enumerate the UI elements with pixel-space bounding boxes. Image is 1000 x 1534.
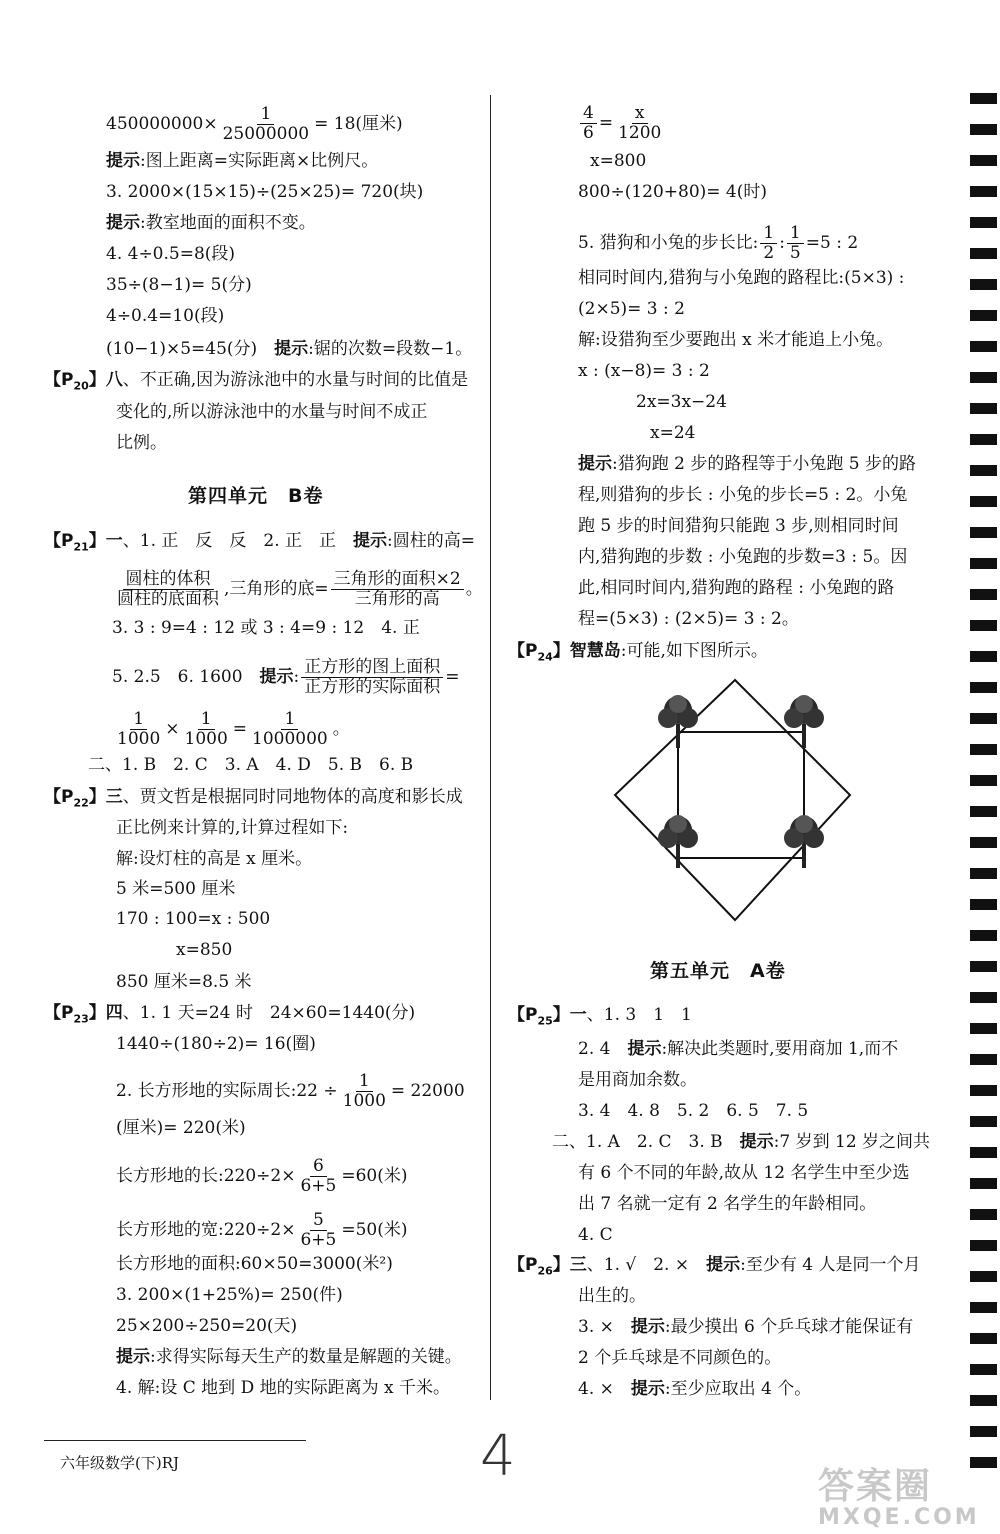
right-line-13: 跑 5 步的时间猎狗只能跑 3 步,则相同时间 [578, 516, 899, 536]
footer-rule [44, 1440, 306, 1441]
left-line-13: $\frac{\text{圆柱的体积}}{\text{圆柱的底面积}}$ ,三角形的底= $\frac{\text{三角形的面积×2}}{\text{三角形的高}}$ 。 [117, 569, 483, 609]
left-line-32: 3. 200×(1+25%)= 250(件) [116, 1285, 343, 1305]
right-line-12: 程,则猎狗的步长 : 小兔的步长=5 : 2。小兔 [578, 485, 908, 505]
left-line-2: 提示:图上距离=实际距离×比例尺。 [106, 151, 379, 171]
left-line-20: 解:设灯柱的高是 x 厘米。 [116, 849, 313, 869]
right-line-8: x : (x−8)= 3 : 2 [578, 361, 710, 381]
tree-icon [784, 695, 824, 748]
left-line-22: 170 : 100=x : 500 [116, 909, 271, 929]
right-line-30: 4. × 提示:至少应取出 4 个。 [578, 1379, 812, 1399]
left-line-3: 3. 2000×(15×15)÷(25×25)= 720(块) [106, 182, 424, 202]
left-line-31: 长方形地的面积:60×50=3000(米²) [116, 1254, 393, 1274]
page-number: 4 [480, 1424, 516, 1489]
tree-square-diagram [610, 670, 860, 930]
left-line-19: 正比例来计算的,计算过程如下: [116, 818, 349, 838]
left-line-25: 【$P_{23}$】四、1. 1 天=24 时 24×60=1440(分) [44, 1003, 416, 1026]
left-line-28: (厘米)= 220(米) [116, 1118, 246, 1138]
tree-icon [658, 695, 698, 748]
right-line-4: 5. 猎狗和小兔的步长比: $\frac{1}{2}$ : $\frac{1}{5}$ =5 : 2 [578, 223, 859, 263]
left-line-33: 25×200÷250=20(天) [116, 1316, 298, 1336]
heading-unit5-a: 第五单元 A卷 [650, 960, 786, 982]
right-line-9: 2x=3x−24 [636, 392, 727, 412]
heading-unit4-b: 第四单元 B卷 [188, 485, 324, 507]
right-line-19: 2. 4 提示:解决此类题时,要用商加 1,而不 [578, 1039, 899, 1059]
left-line-5: 4. 4÷0.5=8(段) [106, 244, 236, 264]
right-line-20: 是用商加余数。 [578, 1070, 697, 1090]
right-line-28: 3. × 提示:最少摸出 6 个乒乓球才能保证有 [578, 1317, 914, 1337]
left-line-35: 4. 解:设 C 地到 D 地的实际距离为 x 千米。 [116, 1378, 450, 1398]
watermark: 答案圈 MXQE.COM [818, 1466, 980, 1530]
right-line-14: 内,猎狗跑的步数 : 小兔跑的步数=3 : 5。因 [578, 547, 908, 567]
right-line-24: 出 7 名就一定有 2 名学生的年龄相同。 [578, 1194, 877, 1214]
left-line-4: 提示:教室地面的面积不变。 [106, 213, 316, 233]
left-line-23: x=850 [176, 940, 233, 960]
right-line-2: x=800 [590, 151, 647, 171]
left-line-34: 提示:求得实际每天生产的数量是解题的关键。 [116, 1347, 462, 1367]
left-line-15: 5. 2.5 6. 1600 提示: $\frac{\text{正方形的图上面积}}{\text{正方形的实际面积}}$ = [112, 657, 460, 697]
right-line-25: 4. C [578, 1225, 613, 1245]
left-line-30: 长方形地的宽:220÷2× $\frac{5}{6+5}$ =50(米) [116, 1210, 408, 1250]
right-line-5: 相同时间内,猎狗与小兔跑的路程比:(5×3) : [578, 268, 905, 288]
left-line-24: 850 厘米=8.5 米 [116, 972, 252, 992]
edge-marks [970, 93, 1000, 1488]
right-line-1: $\frac{4}{6}$ = $\frac{x}{1200}$ [578, 104, 666, 143]
left-line-27: 2. 长方形地的实际周长:22 ÷ $\frac{1}{1000}$ = 22000 [116, 1071, 465, 1111]
left-line-11: 比例。 [116, 433, 167, 453]
right-line-17: 【$P_{24}$】智慧岛:可能,如下图所示。 [508, 641, 768, 664]
right-line-6: (2×5)= 3 : 2 [578, 299, 685, 319]
right-line-16: 程=(5×3) : (2×5)= 3 : 2。 [578, 609, 799, 629]
left-line-7: 4÷0.4=10(段) [106, 306, 225, 326]
tree-icon [658, 815, 698, 868]
right-line-18: 【$P_{25}$】一、1. 3 1 1 [508, 1005, 692, 1028]
right-line-15: 此,相同时间内,猎狗跑的路程 : 小兔跑的路 [578, 578, 895, 598]
right-line-7: 解:设猎狗至少要跑出 x 米才能追上小兔。 [578, 330, 894, 350]
left-line-29: 长方形地的长:220÷2× $\frac{6}{6+5}$ =60(米) [116, 1156, 408, 1196]
left-line-21: 5 米=500 厘米 [116, 879, 236, 899]
footer-book-title: 六年级数学(下)RJ [60, 1454, 180, 1472]
left-line-16: $\frac{1}{1000}$ × $\frac{1}{1000}$ = $\frac{1}{1000000}$ 。 [117, 709, 350, 749]
left-line-9: 【$P_{20}$】八、不正确,因为游泳池中的水量与时间的比值是 [44, 370, 469, 393]
left-line-17: 二、1. B 2. C 3. A 4. D 5. B 6. B [88, 755, 414, 775]
right-line-11: 提示:猎狗跑 2 步的路程等于小兔跑 5 步的路 [578, 454, 916, 474]
left-line-10: 变化的,所以游泳池中的水量与时间不成正 [116, 402, 428, 422]
right-line-3: 800÷(120+80)= 4(时) [578, 182, 768, 202]
left-line-26: 1440÷(180÷2)= 16(圈) [116, 1034, 316, 1054]
right-line-23: 有 6 个不同的年龄,故从 12 名学生中至少选 [578, 1163, 910, 1183]
column-divider [490, 95, 491, 1400]
left-line-14: 3. 3 : 9=4 : 12 或 3 : 4=9 : 12 4. 正 [112, 618, 420, 638]
right-line-29: 2 个乒乓球是不同颜色的。 [578, 1348, 782, 1368]
right-line-10: x=24 [650, 423, 696, 443]
left-line-1: 450000000× $\frac{1}{25000000}$ = 18(厘米) [106, 104, 403, 144]
right-line-26: 【$P_{26}$】三、1. √ 2. × 提示:至少有 4 人是同一个月 [508, 1255, 921, 1278]
right-line-21: 3. 4 4. 8 5. 2 6. 5 7. 5 [578, 1101, 809, 1121]
right-line-27: 出生的。 [578, 1286, 646, 1306]
left-line-6: 35÷(8−1)= 5(分) [106, 275, 252, 295]
left-line-12: 【$P_{21}$】一、1. 正 反 反 2. 正 正 提示:圆柱的高= [44, 531, 476, 554]
left-line-18: 【$P_{22}$】三、贾文哲是根据同时同地物体的高度和影长成 [44, 787, 463, 810]
left-line-8: (10−1)×5=45(分) 提示:锯的次数=段数−1。 [106, 339, 473, 359]
right-line-22: 二、1. A 2. C 3. B 提示:7 岁到 12 岁之间共 [552, 1132, 931, 1152]
